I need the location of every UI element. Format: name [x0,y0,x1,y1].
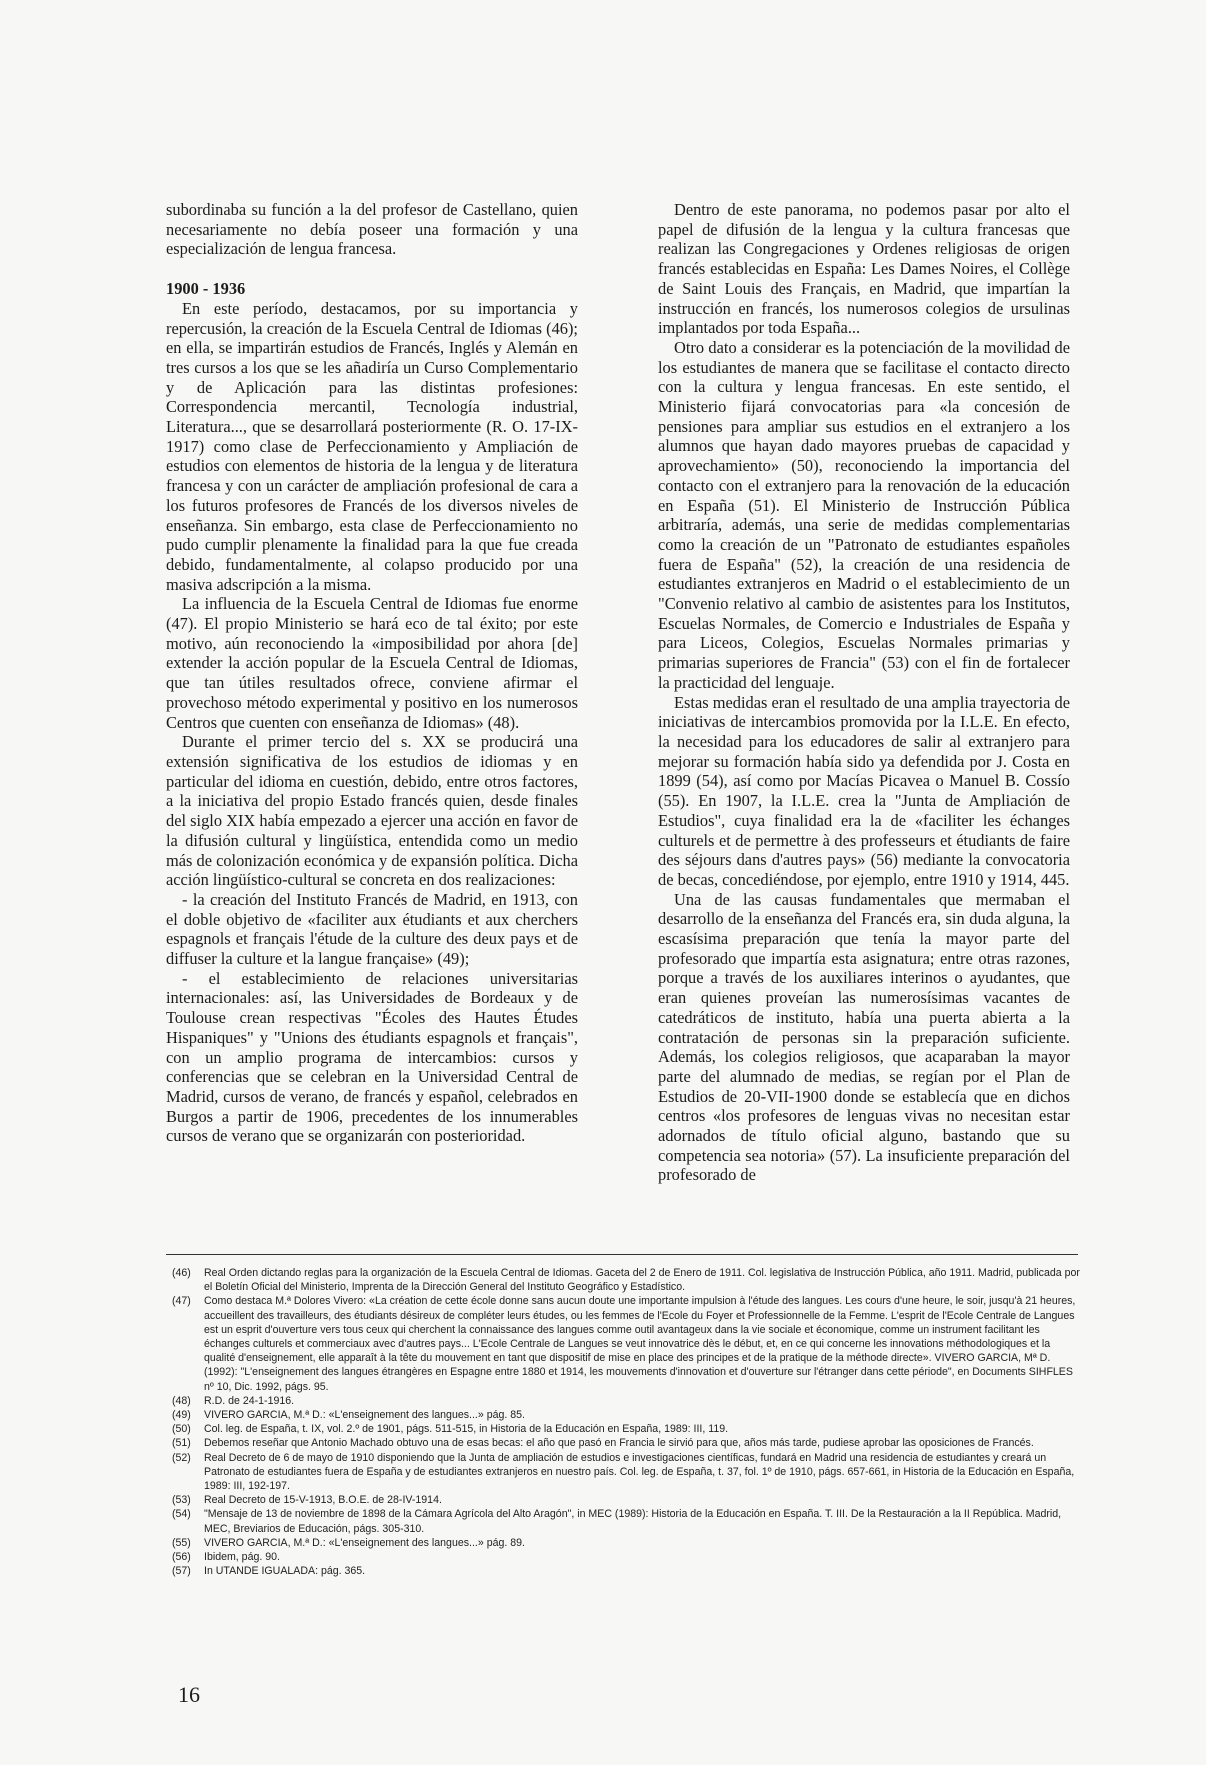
footnote-text: VIVERO GARCIA, M.ª D.: «L'enseignement des langues...» pág. 89. [204,1536,525,1549]
footnote-number: (48) [172,1394,191,1407]
footnote-text: Debemos reseñar que Antonio Machado obtuvo una de esas becas: el año que pasó en Francia le sirvió para que, años más tarde, pudiese aprobar las oposiciones de Francés. [204,1437,1034,1450]
footnote [172,1493,1084,1507]
footnote-number: (56) [172,1551,191,1564]
footnote-number: (46) [172,1267,191,1279]
footnote-number: (49) [172,1409,191,1422]
footnote [172,1436,1084,1450]
footnote-number: (55) [172,1536,191,1549]
list-item: - la creación del Instituto Francés de Madrid, en 1913, con el doble objetivo de «faciliter aux étudiants et aux cherchers espagnols et français l'étude de la culture des deux pays et de diffuser la culture et la langue française» (49); [166,889,578,969]
footnote-divider [166,1254,1078,1255]
footnote-text: Real Decreto de 15-V-1913, B.O.E. de 28-IV-1914. [204,1494,442,1507]
footnotes [172,1266,1084,1578]
page-number: 16 [178,1682,200,1707]
intro-paragraph: subordinaba su función a la del profesor de Castellano, quien necesariamente no debía poseer una formación y una especialización de lengua francesa. [166,200,578,259]
footnote-text: Col. leg. de España, t. IX, vol. 2.º de 1901, págs. 511-515, in Historia de la Educación en España, 1989: III, 119. [204,1423,729,1436]
body-paragraph: Una de las causas fundamentales que mermaban el desarrollo de la enseñanza del Francés era, sin duda alguna, la escasísima preparación que tenía la mayor parte del profesorado que impartía esta asignatura; entre otras razones, porque a través de los auxiliares interinos o ayudantes, que eran quienes proveían las numerosísimas vacantes de catedráticos de instituto, había una puerta abierta a la contratación de personas sin la preparación suficiente. Además, los colegios religiosos, que acaparaban la mayor parte del alumnado de medias, se regían por el Plan de Estudios de 20-VII-1900 donde se establecía que en dichos centros «los profesores de lenguas vivas no necesitan estar adornados de título oficial alguno, bastando que su competencia sea notoria» (57). La insuficiente preparación del profesorado de [658,889,1070,1185]
body-paragraph: Otro dato a considerar es la potenciación de la movilidad de los estudiantes de manera que se facilitase el contacto directo con la cultura y lengua francesas. En este sentido, el Ministerio fijará convocatorias para «la concesión de pensiones para ampliar sus estudios en el extranjero a los alumnos que hayan dado mayores pruebas de capacidad y aprovechamiento» (50), reconociendo la importancia del contacto con el extranjero para la renovación de la educación en España (51). El Ministerio de Instrucción Pública arbitraría, además, una serie de medidas complementarias como la creación de un "Patronato de estudiantes españoles fuera de España" (52), la creación de una residencia de estudiantes extranjeros en Madrid o el establecimiento de un "Convenio relativo al cambio de asistentes para los Institutos, Escuelas Normales, de Comercio e Industriales de España y para Liceos, Colegios, Escuelas Normales primarias y primarias superiores de Francia" (53) con el fin de fortalecer la practicidad del lenguaje. [658,337,1070,692]
footnote [172,1451,1084,1494]
body-paragraph: Durante el primer tercio del s. XX se producirá una extensión significativa de los estudios de idiomas y en particular del idioma en cuestión, debido, entre otros factores, a la iniciativa del propio Estado francés quien, desde finales del siglo XIX había empezado a ejercer una acción en favor de la difusión cultural y lingüística, entendida como un medio más de colonización económica y de expansión política. Dicha acción lingüístico-cultural se concreta en dos realizaciones: [166,732,578,890]
footnote-number: (51) [172,1437,191,1450]
footnote-text: Real Decreto de 6 de mayo de 1910 disponiendo que la Junta de ampliación de estudios e investigaciones científicas, fundará en Madrid una residencia de estudiantes y creará un Patronato de estudiantes fuera de España y de estudiantes extranjeros en nuestro país. Col. leg. de España, t. 37, fol. 1º de 1910, págs. 657-661, in Historia de la Educación en España, 1989: III, 192-197. [204,1451,1075,1493]
footnote [172,1507,1084,1535]
footnote-text: Real Orden dictando reglas para la organización de la Escuela Central de Idiomas. Gaceta del 2 de Enero de 1911. Col. legislativa de Instrucción Pública, año 1911. Madrid, publicada por el Boletín Oficial del Ministerio, Imprenta de la Dirección General del Instituto Geográfico y Estadístico. [204,1267,1080,1294]
footnote-text: R.D. de 24-1-1916. [204,1394,295,1407]
footnote-number: (57) [172,1565,191,1578]
footnote-text: Ibidem, pág. 90. [204,1551,280,1564]
body-paragraph: Estas medidas eran el resultado de una amplia trayectoria de iniciativas de intercambios promovida por la I.L.E. En efecto, la necesidad para los educadores de salir al extranjero para mejorar su formación había sido ya defendida por J. Costa en 1899 (54), así como por Macías Picavea o Manuel B. Cossío (55). En 1907, la I.L.E. crea la "Junta de Ampliación de Estudios", cuya finalidad era la de «faciliter les échanges culturels et de permettre à des professeurs et étudiants de faire des séjours dans d'autres pays» (56) mediante la convocatoria de becas, concediéndose, por ejemplo, entre 1910 y 1914, 445. [658,692,1070,889]
footnote-text: "Mensaje de 13 de noviembre de 1898 de la Cámara Agrícola del Alto Aragón", in MEC (1989): Historia de la Educación en España. T. III. De la Restauración a la II República. Madrid, MEC, Breviarios de Educación, págs. 305-310. [204,1508,1062,1535]
footnote-text: Como destaca M.ª Dolores Vivero: «La création de cette école donne sans aucun doute une importante impulsion à l'étude des langues. Les cours d'une heure, le soir, jusqu'à 21 heures, accueillent des travailleurs, des étudiants désireux de compléter leurs études, ou les femmes de l'Ecole du Foyer et Professionnelle de la Femme. L'esprit de l'Ecole Centrale de Langues est un esprit d'ouverture vers tous ceux qui cherchent la connaissance des langues comme outil avantageux dans la vie sociale et économique, comme un instrument facilitant les échanges culturels et commerciaux avec d'autres pays... L'Ecole Centrale de Langues se veut innovatrice dès le début, et, en ce qui concerne les innovations méthodologiques et la qualité d'enseignement, elle apparaît à la tête du mouvement en tant que dispositif de mise en place des principes et de la pratique de la méthode directe». VIVERO GARCIA, Mª D. (1992): "L'enseignement des langues étrangères en Espagne entre 1880 et 1914, les mouvements d'innovation et d'ouverture sur l'étranger dans cette période", en Documents SIHFLES nº 10, Dic. 1992, págs. 95. [204,1295,1076,1393]
footnote-text: In UTANDE IGUALADA: pág. 365. [204,1565,366,1578]
footnote-number: (50) [172,1423,191,1436]
footnote [172,1536,1084,1550]
footnote-number: (53) [172,1494,191,1507]
footnote-number: (54) [172,1508,191,1521]
footnote [172,1550,1084,1564]
body-paragraph: En este período, destacamos, por su importancia y repercusión, la creación de la Escuela Central de Idiomas (46); en ella, se impartirán estudios de Francés, Inglés y Alemán en tres cursos a los que se les añadiría un Curso Complementario y de Aplicación para las distintas profesiones: Correspondencia mercantil, Tecnología industrial, Literatura..., que se desarrollará posteriormente (R. O. 17-IX-1917) como clase de Perfeccionamiento y Ampliación de estudios con elementos de historia de la lengua y de literatura francesa y con un carácter de ampliación profesional de cara a los futuros profesores de Francés de los diversos niveles de enseñanza. Sin embargo, esta clase de Perfeccionamiento no pudo cumplir plenamente la finalidad para la que fue creada debido, fundamentalmente, al colapso producido por una masiva adscripción a la misma. [166,298,578,594]
footnote [172,1422,1084,1436]
footnote-number: (47) [172,1295,191,1308]
body-paragraph: La influencia de la Escuela Central de Idiomas fue enorme (47). El propio Ministerio se hará eco de tal éxito; por este motivo, aún reconociendo la «imposibilidad por ahora [de] extender la acción popular de la Escuela Central de Idiomas, que tan útiles resultados ofrece, conviene afirmar el provechoso método experimental y positivo en los numerosos Centros que cuenten con enseñanza de Idiomas» (48). [166,594,578,732]
footnote [172,1294,1084,1393]
footnote-text: VIVERO GARCIA, M.ª D.: «L'enseignement des langues...» pág. 85. [204,1409,525,1422]
left-column [166,200,578,1146]
footnote [172,1266,1084,1294]
body-paragraph: Dentro de este panorama, no podemos pasar por alto el papel de difusión de la lengua y la cultura francesas que realizan las Congregaciones y Ordenes religiosas de origen francés establecidas en España: Les Dames Noires, el Collège de Saint Louis des Français, en Madrid, que impartían la instrucción en francés, los numerosos colegios de ursulinas implantados por toda España... [658,200,1070,338]
footnote-number: (52) [172,1451,191,1464]
section-heading: 1900 - 1936 [166,279,246,299]
list-item: - el establecimiento de relaciones universitarias internacionales: así, las Universidades de Bordeaux y de Toulouse crean respectivas "Écoles des Hautes Études Hispaniques" y "Unions des étudiants espagnols et français", con un amplio programa de intercambios: cursos y conferencias que se celebran en la Universidad Central de Madrid, cursos de verano, de francés y español, celebrados en Burgos a partir de 1906, precedentes de los innumerables cursos de verano que se organizarán con posterioridad. [166,968,578,1146]
footnote [172,1564,1084,1578]
right-column [658,200,1070,1185]
footnote [172,1394,1084,1408]
footnote [172,1408,1084,1422]
